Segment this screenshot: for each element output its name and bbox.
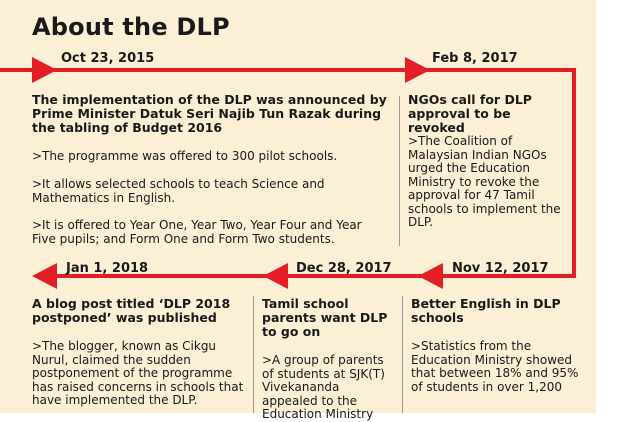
arrow-nov-2017-icon <box>418 263 443 289</box>
event-point: >The blogger, known as Cikgu Nurul, claimed the sudden postponement of the programme has raised concerns in schools that have implemented the DLP. <box>32 339 244 407</box>
event-date: Nov 12, 2017 <box>452 261 549 276</box>
divider <box>402 296 403 413</box>
event-heading: NGOs call for DLP approval to be revoked <box>408 92 532 135</box>
arrow-feb-2017-icon <box>405 57 430 83</box>
page-title: About the DLP <box>32 13 230 41</box>
event-heading: Better English in DLP schools <box>411 296 561 325</box>
event-point: >It allows selected schools to teach Science and Mathematics in English. <box>32 177 325 205</box>
event-date: Oct 23, 2015 <box>61 51 155 66</box>
event-point: >It is offered to Year One, Year Two, Year Four and Year Five pupils; and Form One and Form Two students. <box>32 218 362 246</box>
event-date: Dec 28, 2017 <box>296 261 392 276</box>
event-heading: Tamil school parents want DLP to go on <box>262 296 388 339</box>
event-point: >Statistics from the Education Ministry showed that between 18% and 95% of students in over 1,200 <box>411 339 579 394</box>
event-point: >A group of parents of students at SJK(T) Vivekananda appealed to the Education Ministry <box>262 353 385 421</box>
event-date: Jan 1, 2018 <box>66 261 149 276</box>
divider <box>399 96 400 246</box>
event-date: Feb 8, 2017 <box>432 51 518 66</box>
event-point: >The Coalition of Malaysian Indian NGOs urged the Education Ministry to revoke the approval for 47 Tamil schools to implement the DLP. <box>408 134 561 229</box>
arrow-jan-2018-icon <box>32 263 57 289</box>
divider <box>253 296 254 413</box>
event-point: >The programme was offered to 300 pilot schools. <box>32 149 338 163</box>
arrow-oct-2015-icon <box>32 57 57 83</box>
event-heading: The implementation of the DLP was announced by Prime Minister Datuk Seri Najib Tun Razak during the tabling of Budget 2016 <box>32 92 387 135</box>
event-heading: A blog post titled ‘DLP 2018 postponed’ was published <box>32 296 231 325</box>
arrow-dec-2017-icon <box>263 263 288 289</box>
